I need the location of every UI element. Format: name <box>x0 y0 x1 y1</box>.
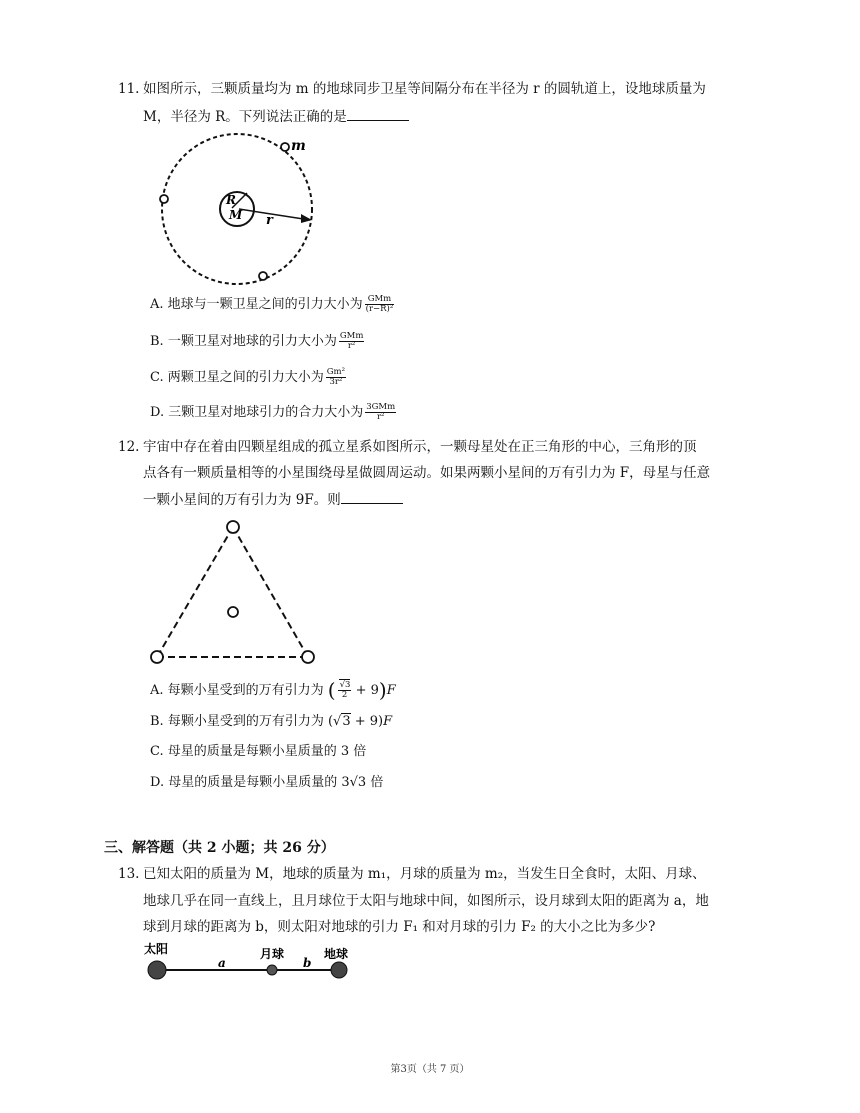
q11-option-b-num: GMm <box>339 331 364 341</box>
q12-option-b-math: (√3 + 9)F <box>327 714 393 729</box>
q13-sun-moon-earth-figure <box>140 940 360 990</box>
q11-stem-line2-text: M，半径为 R。下列说法正确的是 <box>143 109 347 125</box>
q11-option-c-fraction <box>326 368 346 387</box>
section-3-title: 三、解答题（共 2 小题；共 26 分） <box>104 840 335 856</box>
q12-option-a[interactable] <box>150 680 396 701</box>
page-footer: 第3页（共 7 页） <box>390 1064 470 1075</box>
label-M: M <box>229 208 243 222</box>
orbit-radius-arrow <box>239 209 310 220</box>
q11-stem-line1: 如图所示，三颗质量均为 m 的地球同步卫星等间隔分布在半径为 r 的圆轨道上，设地球质量为 <box>143 81 706 97</box>
q12-option-b[interactable] <box>150 712 392 732</box>
satellite-top-right <box>281 143 289 151</box>
q12-option-a-text: A. 每颗小星受到的万有引力为 <box>150 683 324 698</box>
label-m: m <box>291 138 306 154</box>
q11-number: 11. <box>118 81 140 97</box>
q12-stem-line1: 宇宙中存在着由四颗星组成的孤立星系如图所示，一颗母星处在正三角形的中心，三角形的顶 <box>143 439 697 455</box>
q13-stem-line2: 地球几乎在同一直线上，且月球位于太阳与地球中间，如图所示，设月球到太阳的距离为 a，地 <box>143 893 709 909</box>
label-b: b <box>303 956 312 970</box>
earth-icon <box>331 962 347 978</box>
q13-stem-line1: 已知太阳的质量为 M，地球的质量为 m₁，月球的质量为 m₂，当发生日全食时，太阳、月球、 <box>143 866 706 882</box>
label-r: r <box>266 213 273 228</box>
q11-option-d-den: r² <box>376 412 385 422</box>
q11-stem-line2 <box>143 106 409 127</box>
q12-answer-blank <box>341 489 403 504</box>
q11-option-b[interactable] <box>150 332 364 352</box>
satellite-bottom <box>259 272 267 280</box>
q11-option-c[interactable] <box>150 368 346 388</box>
q12-stem-line3 <box>143 489 403 510</box>
label-R: R <box>226 193 236 207</box>
q11-option-d-num: 3GMm <box>366 402 396 412</box>
q13-stem-line3: 球到月球的距离为 b，则太阳对地球的引力 F₁ 和对月球的引力 F₂ 的大小之比为多少? <box>143 919 656 935</box>
q13-number: 13. <box>118 866 140 882</box>
q11-option-a-text: A. 地球与一颗卫星之间的引力大小为 <box>150 297 363 312</box>
q12-stem-line3-text: 一颗小星间的万有引力为 9F。则 <box>143 492 341 508</box>
q11-orbit-figure <box>150 130 340 290</box>
mother-star-center <box>228 607 238 617</box>
q12-stem-line2: 点各有一颗质量相等的小星围绕母星做圆周运动。如果两颗小星间的万有引力为 F，母星与任意 <box>143 465 711 481</box>
triangle-left-edge <box>157 527 233 657</box>
q11-option-c-den: 3r² <box>329 377 343 387</box>
q12-option-a-math: ( $\frac{√3}{2}$ + 9)F <box>327 678 396 702</box>
moon-icon <box>267 965 277 975</box>
q11-option-b-fraction <box>339 332 365 351</box>
label-moon: 月球 <box>260 947 285 961</box>
triangle-right-edge <box>233 527 308 657</box>
q11-option-d-text: D. 三颗卫星对地球引力的合力大小为 <box>150 405 364 420</box>
q11-option-c-text: C. 两颗卫星之间的引力大小为 <box>150 370 324 385</box>
label-earth: 地球 <box>324 947 349 961</box>
q12-option-c[interactable]: C. 母星的质量是每颗小星质量的 3 倍 <box>150 744 367 759</box>
small-star-bottom-left <box>151 651 163 663</box>
q12-number: 12. <box>118 439 140 455</box>
q12-option-d[interactable]: D. 母星的质量是每颗小星质量的 3√3 倍 <box>150 775 384 790</box>
label-sun: 太阳 <box>144 942 169 956</box>
label-a: a <box>218 956 226 970</box>
small-star-top <box>227 521 239 533</box>
q11-option-d-fraction <box>365 403 396 422</box>
q11-option-b-den: r² <box>347 341 356 351</box>
satellite-left <box>160 195 168 203</box>
q11-option-a-fraction <box>365 295 395 314</box>
q11-option-a-den: (r−R)² <box>365 304 394 314</box>
q11-option-a[interactable] <box>150 295 394 315</box>
q11-option-a-num: GMm <box>365 295 395 305</box>
q11-option-d[interactable] <box>150 403 396 423</box>
small-star-bottom-right <box>302 651 314 663</box>
orbit-radius-arrowhead <box>301 214 312 223</box>
q12-triangle-figure <box>145 515 330 670</box>
q11-option-c-num: Gm² <box>326 367 346 377</box>
q12-option-b-text: B. 每颗小星受到的万有引力为 <box>150 714 324 729</box>
q11-option-b-text: B. 一颗卫星对地球的引力大小为 <box>150 334 337 349</box>
sun-icon <box>148 961 166 979</box>
q11-answer-blank <box>347 106 409 121</box>
